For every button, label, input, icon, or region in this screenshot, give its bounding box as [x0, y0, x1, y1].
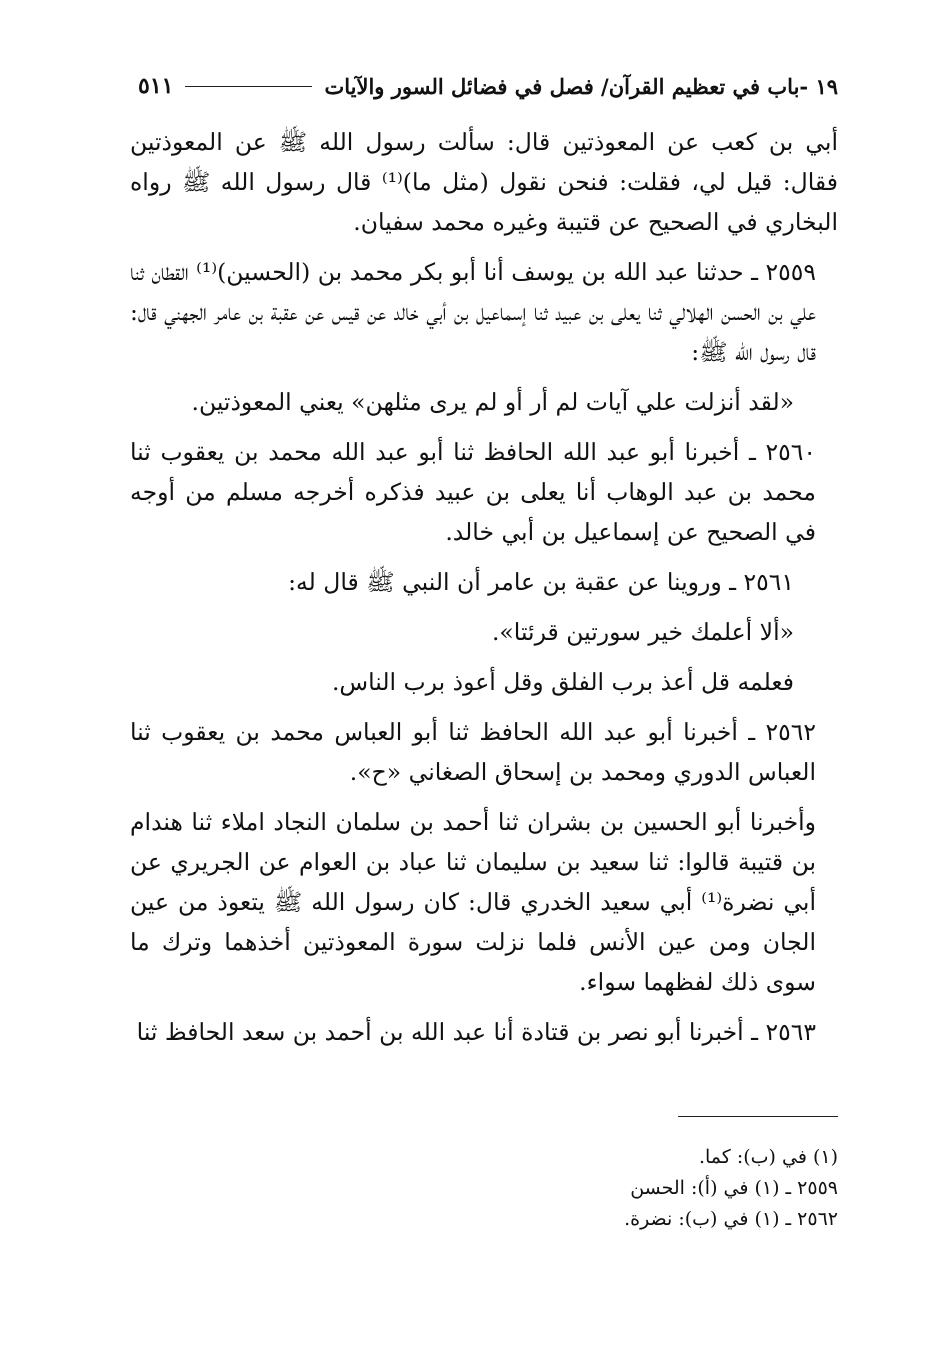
running-header	[138, 66, 838, 106]
main-text	[130, 122, 838, 1062]
footnote: ٢٥٦٢ ـ (١) في (ب): نضرة.	[624, 1208, 838, 1230]
paragraph: أبي بن كعب عن المعوذتين قال: سألت رسول الله ﷺ عن المعوذتين فقال: قيل لي، فقلت: فنحن نقول (مثل ما)⁽¹⁾ قال رسول الله ﷺ رواه البخاري في الصحيح عن قتيبة وغيره محمد سفيان.	[130, 128, 838, 236]
header-rule	[185, 86, 312, 87]
page-number: ٥١١	[138, 73, 174, 99]
hadith-2563: ٢٥٦٣ ـ أخبرنا أبو نصر بن قتادة أنا عبد الله بن أحمد بن سعد الحافظ ثنا	[136, 1018, 816, 1046]
footnotes	[430, 1142, 838, 1235]
hadith-quote: «ألا أعلمك خير سورتين قرئتا».	[491, 618, 794, 646]
hadith-2560: ٢٥٦٠ ـ أخبرنا أبو عبد الله الحافظ ثنا أبو عبد الله محمد بن يعقوب ثنا محمد بن عبد الوهاب أنا يعلى بن عبيد فذكره أخرجه مسلم من أوجه في الصحيح عن إسماعيل بن أبي خالد.	[130, 438, 816, 546]
hadith-2562: ٢٥٦٢ ـ أخبرنا أبو عبد الله الحافظ ثنا أبو العباس محمد بن يعقوب ثنا العباس الدوري ومحمد بن إسحاق الصغاني «ح».	[130, 718, 816, 786]
hadith-2559: ٢٥٥٩ ـ حدثنا عبد الله بن يوسف أنا أبو بكر محمد بن (الحسين)⁽¹⁾ القطان ثنا علي بن الحسن الهلالي ثنا يعلى بن عبيد ثنا إسماعيل بن أبي خالد عن قيس عن عقبة بن عامر الجهني قال: قال رسول الله ﷺ:	[130, 258, 816, 366]
paragraph: وأخبرنا أبو الحسين بن بشران ثنا أحمد بن سلمان النجاد املاء ثنا هندام بن قتيبة قالوا: ثنا سعيد بن سليمان ثنا عباد بن العوام عن الجريري عن أبي نضرة⁽¹⁾ أبي سعيد الخدري قال: كان رسول الله ﷺ يتعوذ من عين الجان ومن عين الأنس فلما نزلت سورة المعوذتين أخذهما وترك ما سوى ذلك لفظهما سواء.	[130, 808, 816, 996]
footnote: ٢٥٥٩ ـ (١) في (أ): الحسن	[630, 1177, 838, 1199]
chapter-title: ١٩ -باب في تعظيم القرآن/ فصل في فضائل السور والآيات	[324, 73, 838, 99]
paragraph: فعلمه قل أعذ برب الفلق وقل أعوذ برب الناس.	[331, 668, 794, 696]
hadith-2561: ٢٥٦١ ـ وروينا عن عقبة بن عامر أن النبي ﷺ قال له:	[288, 568, 794, 596]
hadith-quote: «لقد أنزلت علي آيات لم أر أو لم يرى مثلهن» يعني المعوذتين.	[191, 388, 794, 416]
footnote-separator	[678, 1116, 838, 1117]
footnote: (١) في (ب): كما.	[698, 1146, 838, 1168]
